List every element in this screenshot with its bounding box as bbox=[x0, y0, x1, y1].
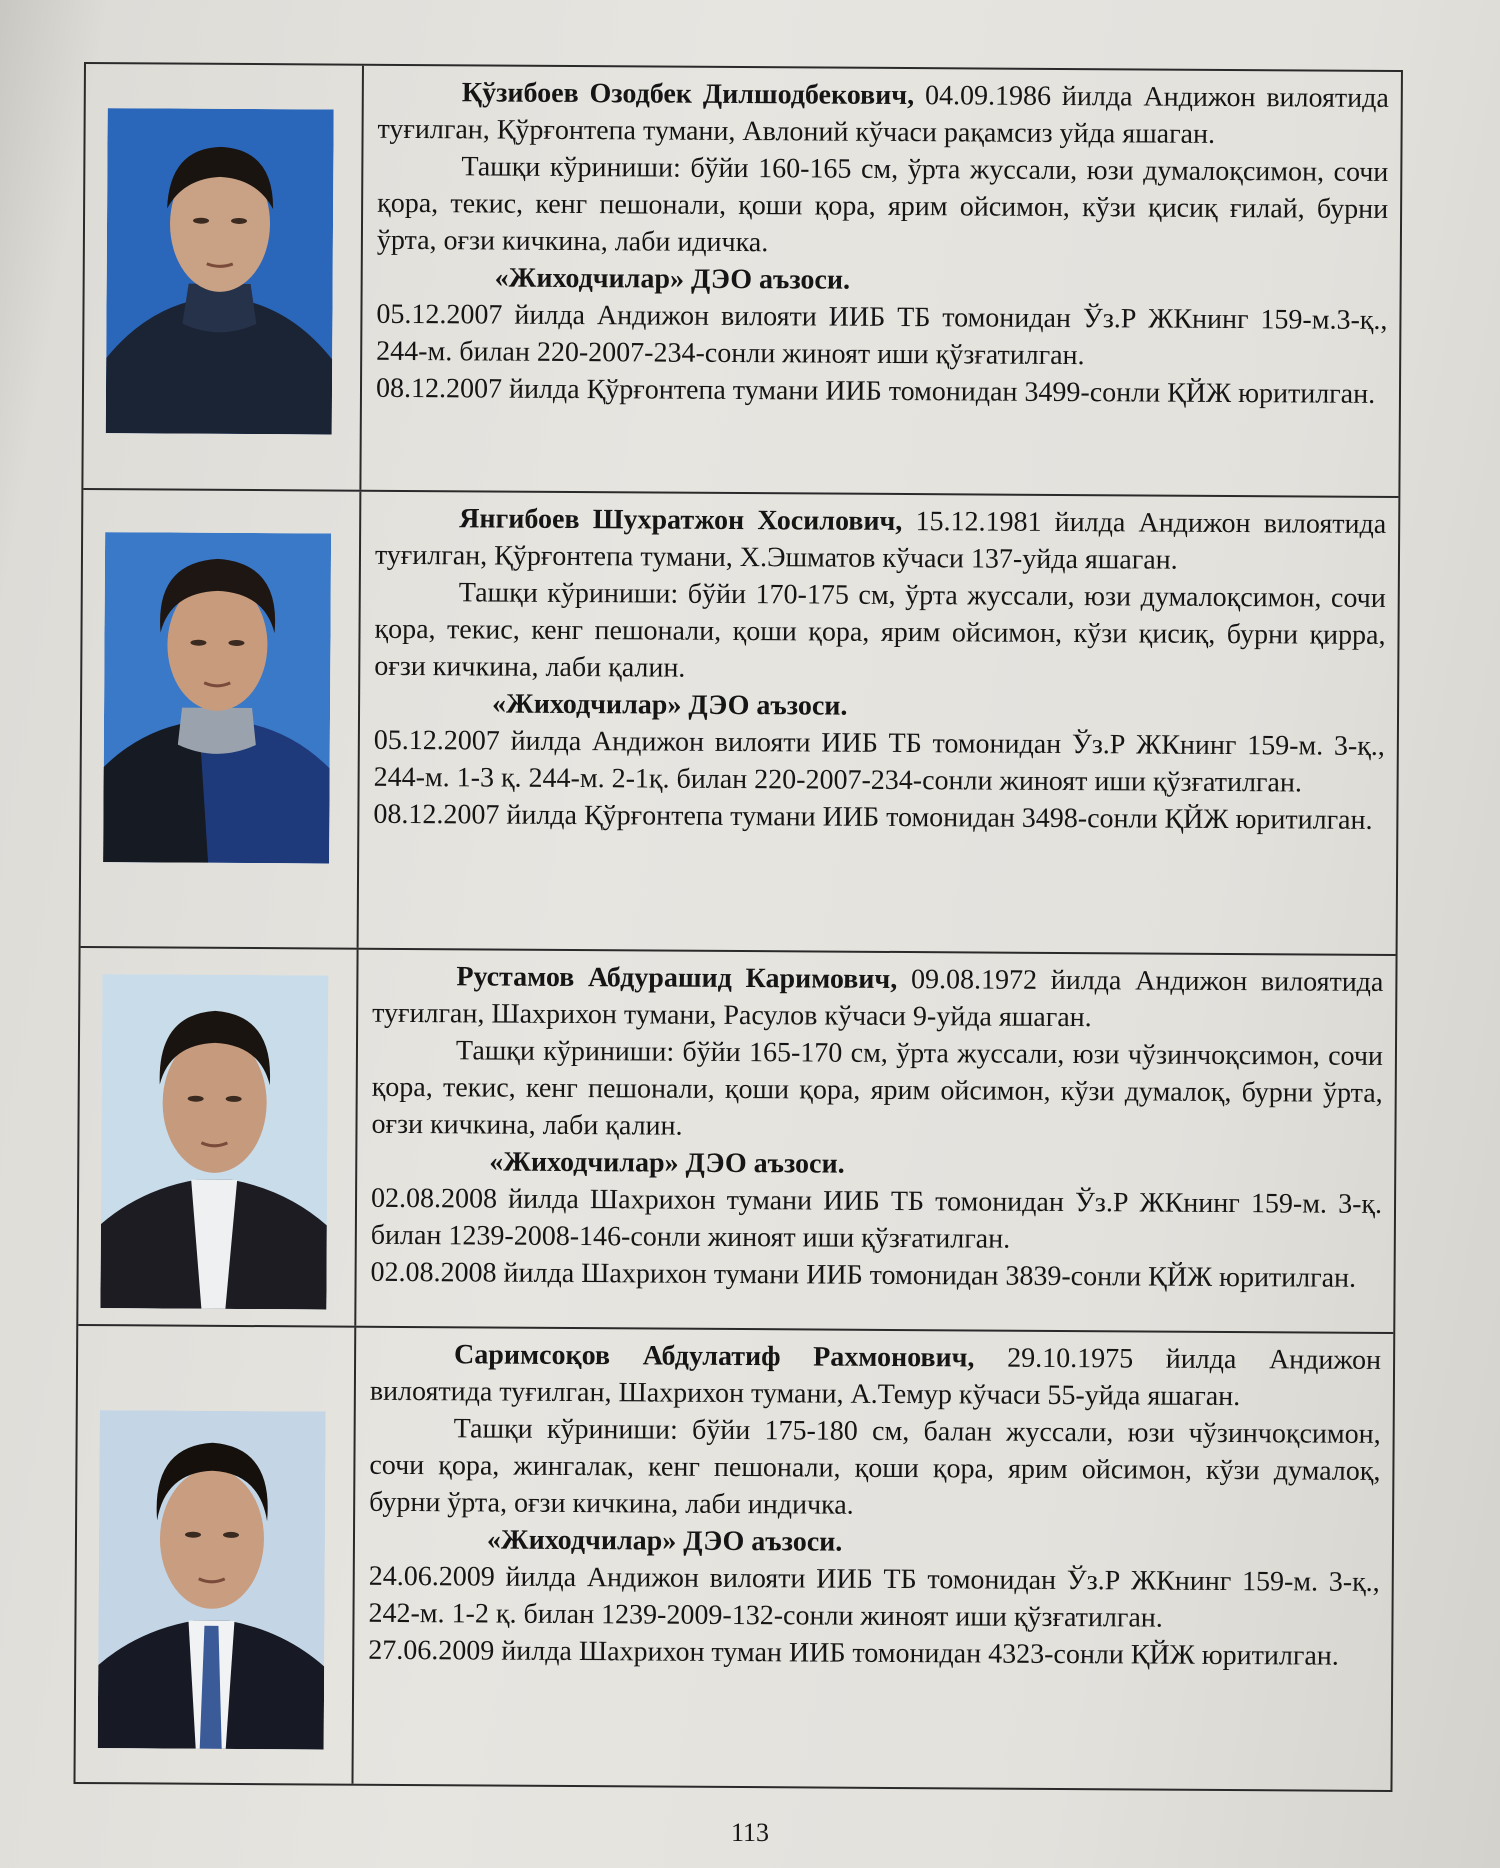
organization-text: «Жиходчилар» ДЭО аъзоси. bbox=[489, 1146, 845, 1180]
criminal-case-text: 05.12.2007 йилда Андижон вилояти ИИБ ТБ томонидан Ўз.Р ЖКнинг 159-м. 3-қ., 244-м. 1-3 қ. 244-м. 2-1қ. билан 220-2007-234-сонли жиноят иши қўзғатилган. bbox=[373, 724, 1385, 799]
portrait-photo bbox=[100, 974, 328, 1309]
record-heading bbox=[370, 1336, 1381, 1416]
record-text bbox=[353, 1328, 1393, 1790]
photo-cell bbox=[75, 1326, 356, 1784]
criminal-case-text: 24.06.2009 йилда Андижон вилояти ИИБ ТБ томонидан Ўз.Р ЖКнинг 159-м. 3-қ., 242-м. 1-2 қ. билан 1239-2009-132-сонли жиноят иши қўзғатилган. bbox=[368, 1560, 1380, 1634]
photo-cell bbox=[83, 64, 364, 490]
record-row bbox=[75, 1324, 1393, 1790]
search-case-text: 08.12.2007 йилда Қўрғонтепа тумани ИИБ томонидан 3498-сонли ҚЙЖ юритилган. bbox=[373, 798, 1373, 836]
photo-cell bbox=[78, 948, 358, 1326]
person-name: Қўзибоев Озодбек Дилшодбекович, bbox=[461, 77, 915, 112]
appearance-text: Ташқи кўриниши: бўйи 160-165 см, ўрта жуссали, юзи думалоқсимон, сочи қора, текис, кенг пешонали, қоши қора, ярим ойсимон, кўзи қисиқ ғилай, бурни ўрта, оғзи кичкина, лаби идичка. bbox=[376, 151, 1389, 259]
appearance-text: Ташқи кўриниши: бўйи 175-180 см, балан жуссали, юзи чўзинчоқсимон, сочи қора, жингалак, кенг пешонали, қоши қора, ярим ойсимон, кўзи думалоқ, бурни ўрта, оғзи кичкина, лаби индичка. bbox=[369, 1413, 1381, 1521]
birth-residence: 09.08.1972 йилда Андижон вилоятида туғилган, Шахрихон тумани, Расулов кўчаси 9-уйда яшаган. bbox=[372, 963, 1384, 1034]
criminal-case-text: 02.08.2008 йилда Шахрихон тумани ИИБ ТБ томонидан Ўз.Р ЖКнинг 159-м. 3-қ. билан 1239-2008-146-сонли жиноят иши қўзғатилган. bbox=[370, 1182, 1383, 1255]
appearance-text: Ташқи кўриниши: бўйи 170-175 см, ўрта жуссали, юзи думалоқсимон, сочи қора, текис, кенг пешонали, қоши қора, ярим ойсимон, кўзи қисиқ, бурни қирра, оғзи кичкина, лаби қалин. bbox=[374, 577, 1386, 684]
organization-text: «Жиходчилар» ДЭО аъзоси. bbox=[486, 1524, 843, 1558]
portrait-photo bbox=[103, 532, 331, 863]
organization-text: «Жиходчилар» ДЭО аъзоси. bbox=[491, 688, 848, 722]
birth-residence: 15.12.1981 йилда Андижон вилоятида туғилган, Қўрғонтепа тумани, Х.Эшматов кўчаси 137-уйда яшаган. bbox=[374, 506, 1387, 576]
person-name: Рустамов Абдурашид Каримович, bbox=[456, 961, 898, 995]
record-text bbox=[359, 492, 1399, 954]
record-row bbox=[78, 946, 1395, 1332]
appearance-text: Ташқи кўриниши: бўйи 165-170 см, ўрта жуссали, юзи чўзинчоқсимон, сочи қора, текис, кенг пешонали, қоши қора, ярим ойсимон, кўзи думалоқ, бурни ўрта, оғзи кичкина, лаби қалин. bbox=[371, 1035, 1384, 1142]
record-text bbox=[361, 66, 1401, 496]
search-case-text: 02.08.2008 йилда Шахрихон тумани ИИБ томонидан 3839-сонли ҚЙЖ юритилган. bbox=[370, 1256, 1357, 1294]
photo-cell bbox=[81, 490, 362, 948]
record-heading bbox=[377, 74, 1388, 154]
birth-residence: 29.10.1975 йилда Андижон вилоятида туғилган, Шахрихон тумани, А.Темур кўчаси 55-уйда яшаган. bbox=[369, 1342, 1382, 1413]
person-name: Янгибоев Шухратжон Хосилович, bbox=[459, 503, 903, 538]
search-case-text: 27.06.2009 йилда Шахрихон туман ИИБ томонидан 4323-сонли ҚЙЖ юритилган. bbox=[368, 1634, 1339, 1672]
criminal-case-text: 05.12.2007 йилда Андижон вилояти ИИБ ТБ томонидан Ўз.Р ЖКнинг 159-м.3-қ., 244-м. билан 220-2007-234-сонли жиноят иши қўзғатилган. bbox=[376, 298, 1388, 372]
birth-residence: 04.09.1986 йилда Андижон вилоятида туғилган, Қўрғонтепа тумани, Авлоний кўчаси рақамсиз уйда яшаган. bbox=[377, 80, 1389, 150]
organization-text: «Жиходчилар» ДЭО аъзоси. bbox=[494, 262, 851, 296]
search-case-text: 08.12.2007 йилда Қўрғонтепа тумани ИИБ томонидан 3499-сонли ҚЙЖ юритилган. bbox=[375, 372, 1376, 410]
record-row bbox=[83, 64, 1401, 496]
record-heading bbox=[372, 958, 1383, 1038]
record-heading bbox=[375, 500, 1386, 580]
record-text bbox=[356, 950, 1395, 1332]
page-number: 113 bbox=[730, 1818, 770, 1847]
portrait-photo bbox=[98, 1410, 326, 1749]
record-row bbox=[81, 488, 1399, 954]
person-name: Саримсоқов Абдулатиф Рахмонович, bbox=[454, 1339, 975, 1374]
records-table bbox=[73, 62, 1402, 1792]
portrait-photo bbox=[106, 108, 334, 434]
